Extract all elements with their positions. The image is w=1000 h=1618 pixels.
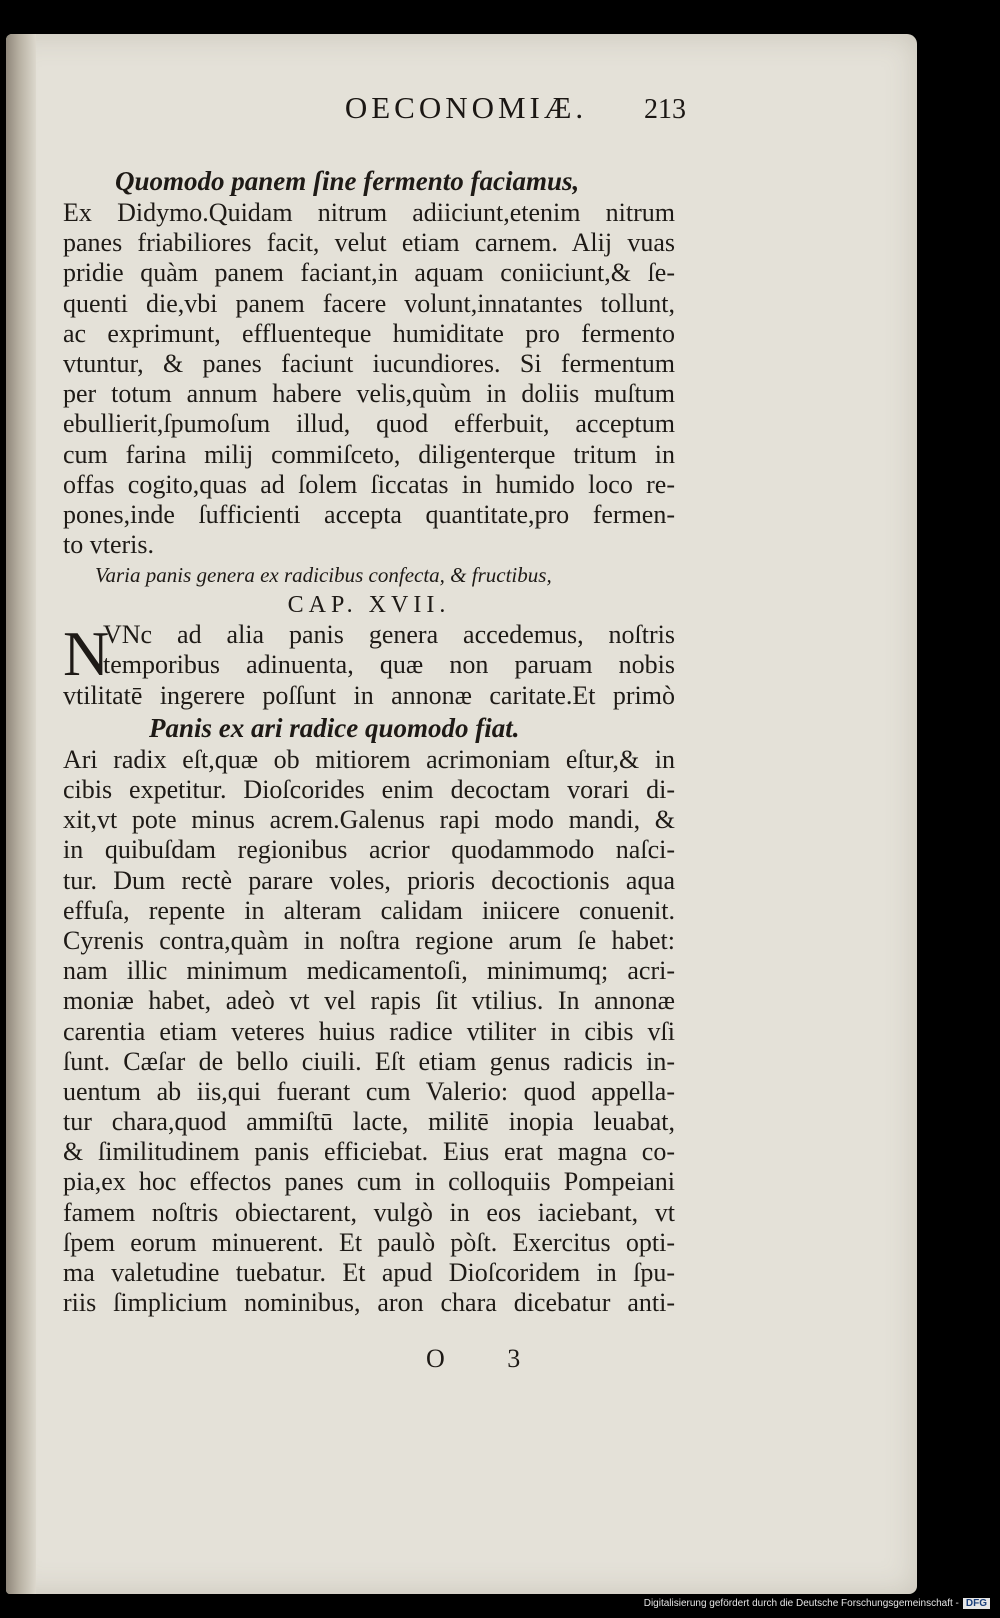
text-line: ſpem eorum minuerent. Et paulò pòſt. Exercitus opti- [63, 1227, 675, 1257]
chapter-number: CAP. XVII. [287, 592, 451, 619]
chapter-opening [63, 620, 675, 711]
text-line: riis ſimplicium nominibus, aron chara dicebatur anti- [63, 1288, 675, 1318]
section-heading-2: Panis ex ari radice quomodo fiat. [149, 712, 520, 743]
text-line: to vteris. [63, 530, 154, 560]
text-line: vtuntur, & panes faciunt iucundiores. Si fermentum [63, 348, 675, 378]
text-line: nam illic minimum medicamentoſi, minimumq; acri- [63, 956, 675, 986]
text-line: in quibuſdam regionibus acrior quodammodo naſci- [63, 835, 675, 865]
text-line: ſunt. Cæſar de bello ciuili. Eſt etiam genus radicis in- [63, 1046, 675, 1076]
drop-capital: N [63, 618, 110, 690]
section-1-body [63, 198, 675, 560]
text-line: Ari radix eſt,quæ ob mitiorem acrimoniam eſtur,& in [63, 744, 675, 774]
text-line: tur. Dum rectè parare voles, prioris decoctionis aqua [63, 865, 675, 895]
text-line: offas cogito,quas ad ſolem ſiccatas in humido loco re- [63, 469, 675, 499]
signature-mark: O 3 [426, 1344, 549, 1373]
chapter-subtitle: Varia panis genera ex radicibus confecta, & fructibus, [95, 563, 552, 588]
text-line: ebullierit,ſpumoſum illud, quod efferbuit, acceptum [63, 409, 675, 439]
text-line: Cyrenis contra,quàm in noſtra regione arum ſe habet: [63, 925, 675, 955]
text-line: Ex Didymo.Quidam nitrum adiiciunt,etenim nitrum [63, 198, 675, 227]
text-line: quenti die,vbi panem facere volunt,innatantes tollunt, [63, 288, 675, 318]
text-line: VNc ad alia panis genera accedemus, noſtris [103, 620, 675, 650]
text-line: vtilitatē ingerere poſſunt in annonæ caritate.Et primò [63, 680, 675, 710]
page-number: 213 [644, 94, 686, 125]
text-line: panes friabiliores facit, velut etiam carnem. Alij vuas [63, 228, 675, 258]
text-line: famem noſtris obiectarent, vulgò in eos iaciebant, vt [63, 1197, 675, 1227]
text-line: temporibus adinuenta, quæ non paruam nobis [103, 650, 675, 680]
credit-text: Digitalisierung gefördert durch die Deutsche Forschungsgemeinschaft - [643, 1598, 959, 1609]
text-block [63, 164, 675, 1318]
text-line: xit,vt pote minus acrem.Galenus rapi modo mandi, & [63, 805, 675, 835]
running-head: OECONOMIÆ. [344, 90, 588, 125]
text-line: per totum annum habere velis,quùm in doliis muſtum [63, 379, 675, 409]
text-line: uentum ab iis,qui fuerant cum Valerio: quod appella- [63, 1076, 675, 1106]
digitization-credit [644, 1598, 990, 1609]
section-2-body [63, 745, 675, 1319]
text-line: pridie quàm panem faciant,in aquam coniiciunt,& ſe- [63, 258, 675, 288]
text-line: effuſa, repente in alteram calidam iniicere conuenit. [63, 895, 675, 925]
book-page [6, 34, 917, 1594]
text-line: tur chara,quod ammiſtū lacte, militē inopia leuabat, [63, 1107, 675, 1137]
section-heading-1: Quomodo panem ſine fermento faciamus, [115, 166, 580, 196]
text-line: & ſimilitudinem panis efficiebat. Eius erat magna co- [63, 1137, 675, 1167]
page-gutter [6, 34, 36, 1594]
text-line: ma valetudine tuebatur. Et apud Dioſcoridem in ſpu- [63, 1258, 675, 1287]
text-line: pia,ex hoc effectos panes cum in colloquiis Pompeiani [63, 1167, 675, 1197]
text-line: cibis expetitur. Dioſcorides enim decoctam vorari di- [63, 775, 675, 804]
text-line: pones,inde ſufficienti accepta quantitate,pro fermen- [63, 499, 675, 529]
text-line: cum farina milij commiſceto, diligenterque tritum in [63, 439, 675, 469]
text-line: carentia etiam veteres huius radice vtiliter in cibis vſi [63, 1016, 675, 1046]
text-line: moniæ habet, adeò vt vel rapis ſit vtilius. In annonæ [63, 986, 675, 1016]
text-line: ac exprimunt, effluenteque humiditate pro fermento [63, 318, 675, 348]
dfg-logo: DFG [963, 1598, 990, 1609]
